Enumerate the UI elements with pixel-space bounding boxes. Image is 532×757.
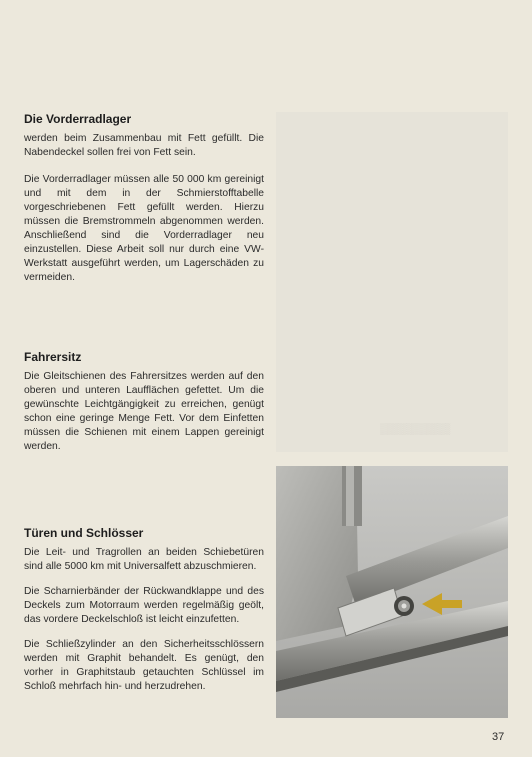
section-fahrersitz — [24, 350, 264, 465]
section-paragraph: Die Gleitschienen des Fahrersitzes werden auf den oberen und unteren Laufflächen gefettet. Um die gewünschte Leichtgängigkeit zu erreichen, genügt schon eine geringe Menge Fett. Vor dem Einfetten müssen die Schienen mit einem Lappen gereinigt werden. — [24, 371, 264, 452]
section-paragraph: werden beim Zusammenbau mit Fett gefüllt. Die Nabendeckel sollen frei von Fett sein. — [24, 133, 264, 158]
section-heading: Die Vorderradlager — [24, 112, 132, 126]
section-paragraph: Die Leit- und Tragrollen an beiden Schiebetüren sind alle 5000 km mit Universalfett abzuschmieren. — [24, 547, 264, 572]
page-number: 37 — [492, 731, 505, 743]
section-vorderradlager — [24, 112, 264, 296]
section-tueren-schloesser — [24, 526, 264, 705]
section-paragraph: Die Schließzylinder an den Sicherheitsschlössern werden mit Graphit behandelt. Es genügt, den vorher in Graphitstaub getauchten Schlüssel im Schloß mehrfach hin- und herzudrehen. — [24, 639, 264, 692]
section-heading: Fahrersitz — [24, 350, 82, 364]
section-paragraph: Die Scharnierbänder der Rückwandklappe und des Deckels zum Motorraum werden regelmäßig geölt, das vordere Deckelschloß ist leicht einzufetten. — [24, 586, 264, 625]
blank-background-panel — [276, 112, 508, 452]
section-paragraph: Die Vorderradlager müssen alle 50 000 km gereinigt und mit dem in der Schmierstofftabelle vorgeschriebenen Fett gefüllt werden. Hierzu müssen die Bremstrommeln abgenommen werden. Anschließend sind die Vorderradlager neu einzustellen. Diese Arbeit soll nur durch eine VW-Werkstatt ausgeführt werden, um Lagerschäden zu vermeiden. — [24, 174, 264, 283]
sliding-door-roller-photo — [276, 466, 508, 718]
section-heading: Türen und Schlösser — [24, 526, 144, 540]
show-through-print: ▒▒▒▒▒▒▒▒▒ — [380, 423, 451, 435]
